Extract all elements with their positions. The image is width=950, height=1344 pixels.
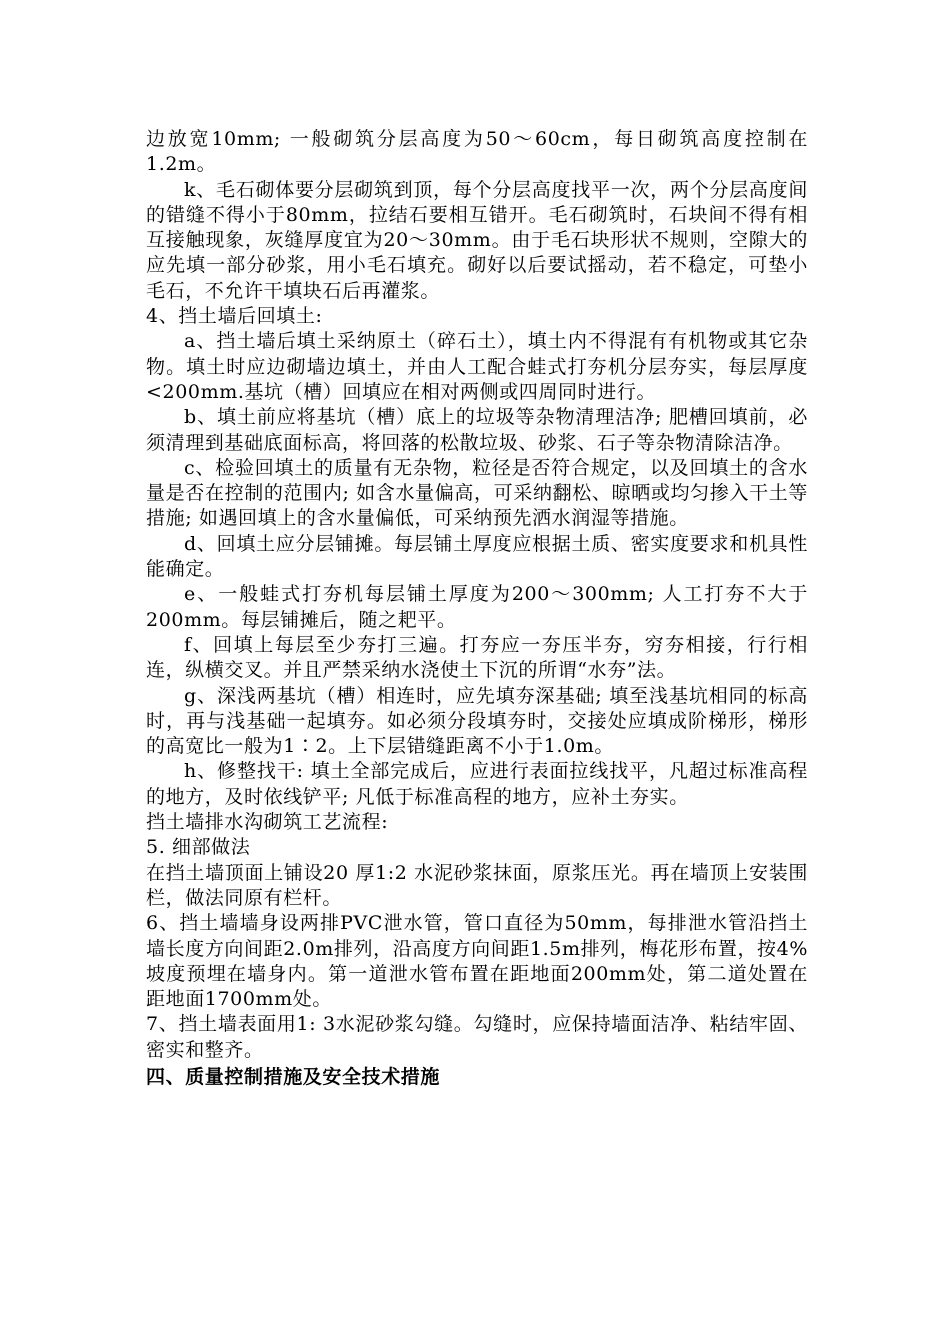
section-heading-backfill: 4、挡土墙后回填土: (146, 305, 323, 328)
paragraph-item-a: a、挡土墙后填土采纳原土（碎石土），填土内不得混有有机物或其它杂物。填土时应边砌墙边填土，并由人工配合蛙式打夯机分层夯实，每层厚度<200mm.基坑（槽）回填应在相对两侧或四周同时进行。 (146, 330, 808, 403)
section-heading-details: 5. 细部做法 (146, 836, 251, 859)
paragraph-item-e: e、一般蛙式打夯机每层铺土厚度为200～300mm; 人工打夯不大于200mm。每层铺摊后，随之耙平。 (146, 583, 808, 631)
paragraph-item-g: g、深浅两基坑（槽）相连时，应先填夯深基础; 填至浅基坑相同的标高时，再与浅基础一起填夯。如必须分段填夯时，交接处应填成阶梯形，梯形的高宽比一般为1∶2。上下层错缝距离不小于1.0m。 (146, 684, 808, 758)
section-heading-quality-safety: 四、质量控制措施及安全技术措施 (146, 1065, 441, 1088)
paragraph-item-b: b、填土前应将基坑（槽）底上的垃圾等杂物清理洁净; 肥槽回填前，必须清理到基础底面标高，将回落的松散垃圾、砂浆、石子等杂物清除洁净。 (146, 406, 808, 454)
paragraph-item-d: d、回填土应分层铺摊。每层铺土厚度应根据土质、密实度要求和机具性能确定。 (146, 532, 808, 581)
paragraph-item-7-pointing: 7、挡土墙表面用1: 3水泥砂浆勾缝。勾缝时，应保持墙面洁净、粘结牢固、密实和整齐。 (146, 1013, 808, 1061)
paragraph-masonry-width: 边放宽10mm; 一般砌筑分层高度为50～60cm，每日砌筑高度控制在1.2m。 (146, 128, 808, 176)
paragraph-item-6-drain-pipes: 6、挡土墙墙身设两排PVC泄水管，管口直径为50mm，每排泄水管沿挡土墙长度方向间距2.0m排列，沿高度方向间距1.5m排列，梅花形布置，按4%坡度预埋在墙身内。第一道泄水管布置在距地面200mm处，第二道处置在距地面1700mm处。 (146, 912, 808, 1011)
paragraph-wall-top: 在挡土墙顶面上铺设20 厚1:2 水泥砂浆抹面，原浆压光。再在墙顶上安装围栏，做法同原有栏杆。 (146, 861, 808, 909)
paragraph-item-k: k、毛石砌体要分层砌筑到顶，每个分层高度找平一次，两个分层高度间的错缝不得小于80mm，拉结石要相互错开。毛石砌筑时，石块间不得有相互接触现象，灰缝厚度宜为20～30mm。由于毛石块形状不规则，空隙大的应先填一部分砂浆，用小毛石填充。砌好以后要试摇动，若不稳定，可垫小毛石，不允许干填块石后再灌浆。 (146, 178, 808, 302)
paragraph-item-f: f、回填上每层至少夯打三遍。打夯应一夯压半夯，穷夯相接，行行相连，纵横交叉。并且严禁采纳水浇使土下沉的所谓“水夯”法。 (146, 633, 808, 682)
paragraph-drainage-process: 挡土墙排水沟砌筑工艺流程: (146, 811, 389, 834)
paragraph-item-h: h、修整找干: 填土全部完成后，应进行表面拉线找平，凡超过标准高程的地方，及时依线铲平; 凡低于标准高程的地方，应补土夯实。 (146, 760, 808, 808)
document-page (146, 127, 808, 1090)
paragraph-item-c: c、检验回填土的质量有无杂物，粒径是否符合规定，以及回填土的含水量是否在控制的范围内; 如含水量偏高，可采纳翻松、晾晒或均匀掺入干土等措施; 如遇回填上的含水量偏低，可采纳预先洒水润湿等措施。 (146, 456, 808, 530)
